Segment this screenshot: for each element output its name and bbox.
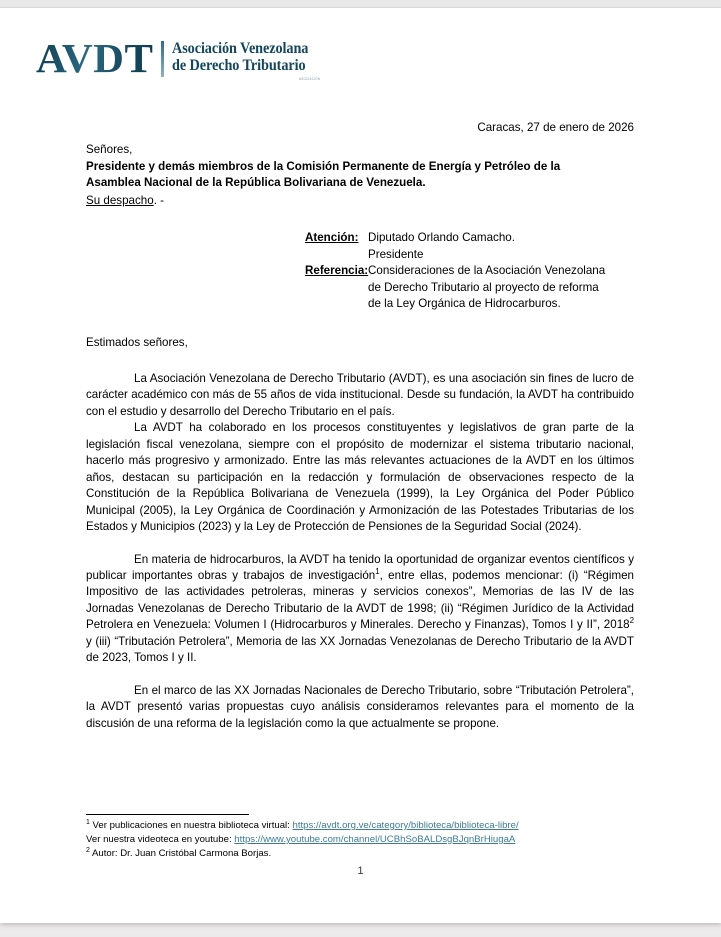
footnote-1b [86, 833, 634, 847]
footnote-1b-youtube-link[interactable]: https://www.youtube.com/channel/UCBhSoBALDsgBJqnBrHiugaA [234, 833, 516, 845]
addressee-line-2: Asamblea Nacional de la República Bolivariana de Venezuela. [86, 176, 426, 190]
attention-row [305, 230, 635, 246]
viewer-top-strip [0, 0, 721, 8]
paragraph-4: En el marco de las XX Jornadas Nacionales de Derecho Tributario, sobre “Tributación Petrolera”, la AVDT presentó varias propuestas cuyo análisis consideramos relevantes para el momento de la discusión de una reforma de la legislación como la que actualmente se propone. [86, 683, 634, 730]
dispatch-tail: . - [153, 193, 164, 207]
paragraph-3-part-c: y (iii) “Tributación Petrolera”, Memoria de las XX Jornadas Venezolanas de Derecho Tributario de la AVDT de 2023, Tomos I y II. [86, 634, 634, 665]
addressee-salutation: Señores, [86, 143, 133, 157]
footnote-ref-2[interactable]: 2 [629, 616, 634, 626]
reference-row [305, 263, 635, 279]
footnote-2 [86, 847, 634, 861]
footnote-1-marker: 1 [86, 818, 90, 826]
addressee-line-1: Presidente y demás miembros de la Comisión Permanente de Energía y Petróleo de la [86, 159, 561, 173]
footnotes-section [86, 814, 634, 861]
attention-value-line-1: Diputado Orlando Camacho. [368, 231, 515, 245]
reference-value-line-2: de Derecho Tributario al proyecto de reforma [368, 280, 599, 294]
reference-value-line-1: Consideraciones de la Asociación Venezolana [368, 264, 606, 278]
paragraph-1: La Asociación Venezolana de Derecho Tributario (AVDT), es una asociación sin fines de lucro de carácter académico con más de 55 años de vida institucional. Desde su fundación, la AVDT ha contribuido con el estudio y desarrollo del Derecho Tributario en el país. [86, 371, 634, 418]
footnote-1b-text: Ver nuestra videoteca en youtube: [86, 833, 235, 845]
paragraph-3 [86, 552, 634, 667]
footnote-2-text: Autor: Dr. Juan Cristóbal Carmona Borjas. [89, 847, 272, 859]
footnote-1-library-link[interactable]: https://avdt.org.ve/category/biblioteca/biblioteca-libre/ [292, 820, 519, 831]
footnote-1-text: Ver publicaciones en nuestra biblioteca virtual: [89, 820, 293, 831]
reference-value-line-3: de la Ley Orgánica de Hidrocarburos. [368, 297, 561, 311]
paragraph-3-part-a: En materia de hidrocarburos, la AVDT ha tenido la oportunidad de organizar eventos científicos y publicar importantes obras y trabajos de investigación [86, 552, 634, 582]
attention-label: Atención: [305, 231, 359, 245]
logo-line-1: Asociación Venezolana [171, 40, 309, 57]
dispatch-underlined-text: Su despacho [86, 193, 154, 207]
footnote-1 [86, 819, 634, 833]
logo-line-2: de Derecho Tributario [171, 57, 306, 75]
paragraph-3-part-b: , entre ellas, podemos mencionar: (i) “Régimen Impositivo de las actividades petroleras, mineras y servicios conexos”, Memorias de las IV de las Jornadas Venezolanas de Derecho Tributario de la AVDT de 1998; (ii) “Régimen Jurídico de la Actividad Petrolera en Venezuela: Volumen I (Hidrocarburos y Minerales. Derecho y Finanzas), Tomos I y II”, 2018 [86, 568, 634, 632]
logo-divider [161, 41, 164, 77]
logo-subtext: ASOCIACIÓN [298, 76, 321, 81]
reference-label: Referencia: [305, 264, 369, 278]
footnote-2-marker: 2 [86, 846, 90, 854]
page-number: 1 [357, 865, 364, 877]
attention-reference-block [305, 230, 635, 312]
dispatch-line [86, 193, 634, 209]
avdt-logo [36, 35, 321, 81]
document-page [0, 8, 721, 923]
logo-acronym: AVDT [36, 35, 154, 81]
footnote-ref-1[interactable]: 1 [375, 567, 380, 577]
letter-body [86, 120, 634, 732]
logo-wordmark [172, 38, 320, 81]
attention-value-line-2: Presidente [368, 247, 424, 261]
letter-date: Caracas, 27 de enero de 2026 [477, 121, 634, 134]
footnote-separator-rule [86, 814, 249, 815]
letter-greeting: Estimados señores, [86, 335, 188, 349]
paragraph-2: La AVDT ha colaborado en los procesos constituyentes y legislativos de gran parte de la legislación fiscal venezolana, siempre con el propósito de modernizar el sistema tributario nacional, hacerlo más progresivo y armonizado. Entre las más relevantes actuaciones de la AVDT en los últimos años, destacan su participación en la redacción y formulación de observaciones respecto de la Constitución de la República Bolivariana de Venezuela (1999), la Ley Orgánica del Poder Público Municipal (2005), la Ley Orgánica de Coordinación y Armonización de las Potestades Tributarias de los Estados y Municipios (2023) y la Ley de Protección de Pensiones de la Seguridad Social (2024). [86, 421, 634, 534]
